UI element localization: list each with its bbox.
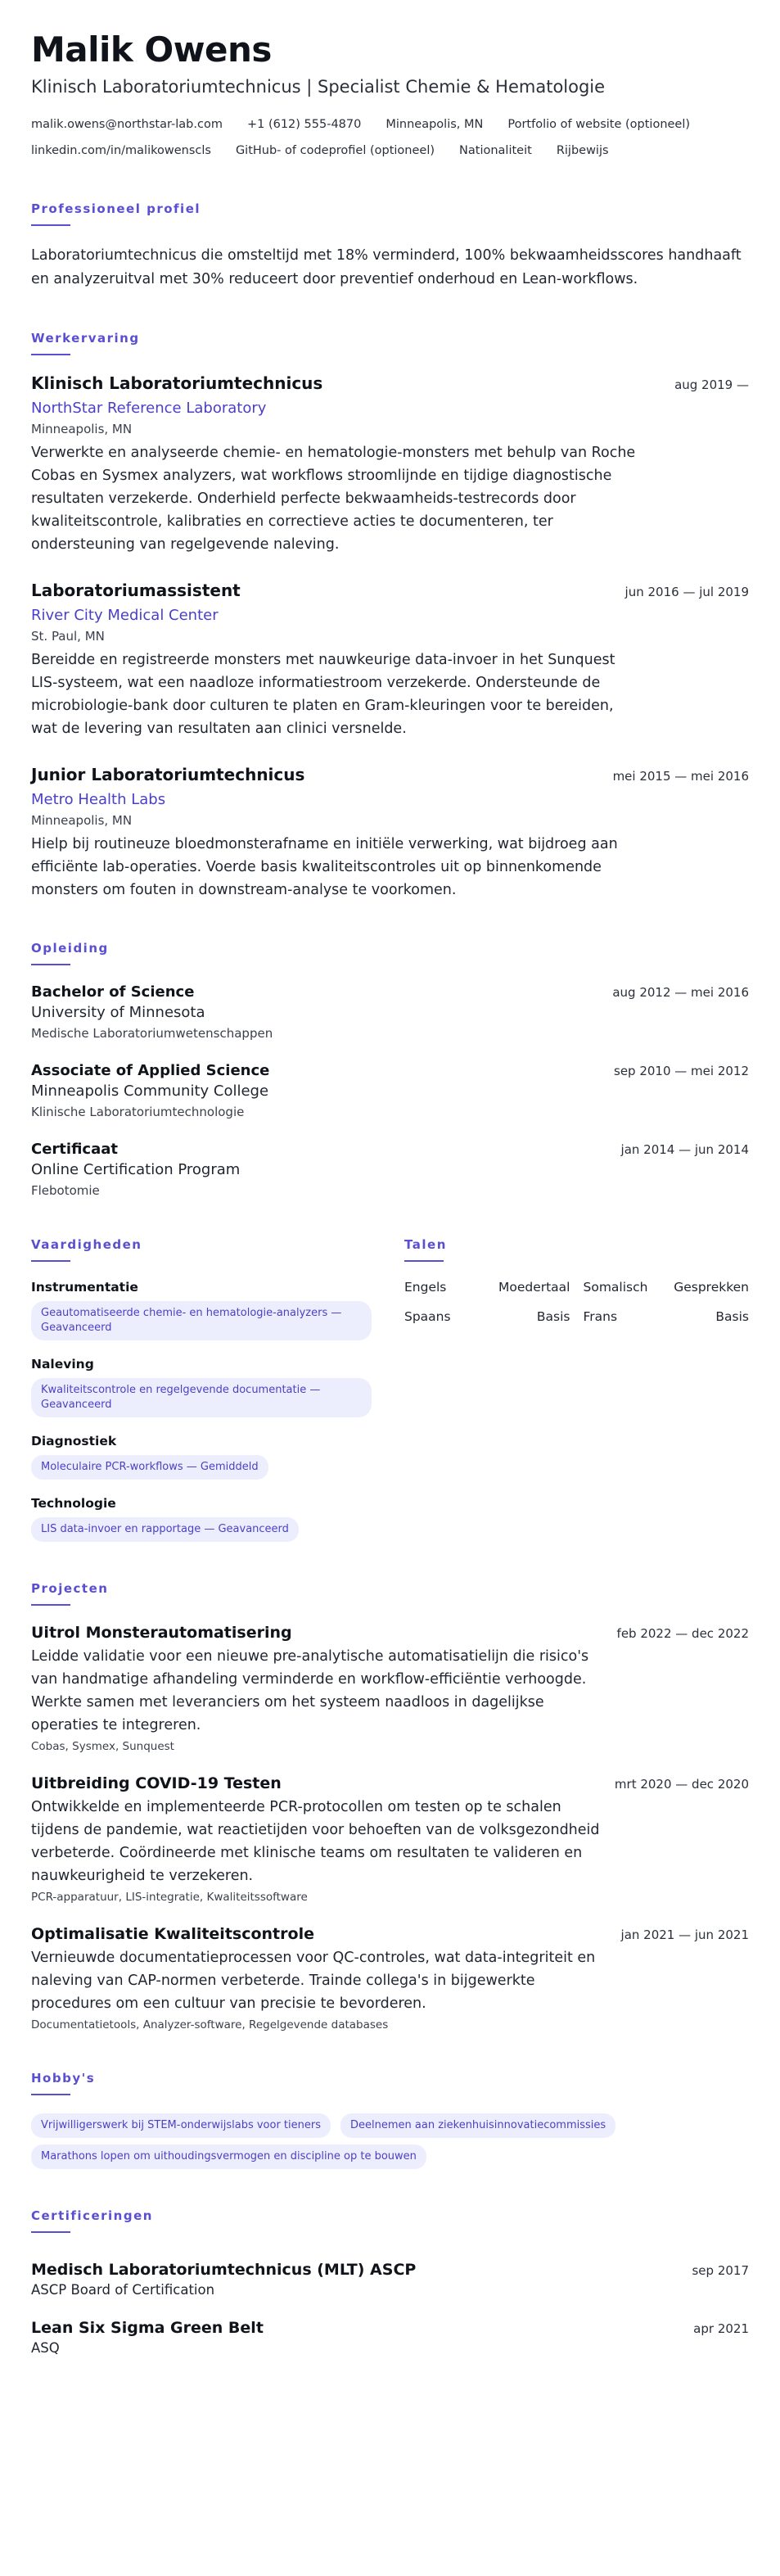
education-section (31, 941, 749, 1198)
project-description: Ontwikkelde en implementeerde PCR-protocollen om testen op te schalen tijdens de pandemie, wat reactietijden voor behoeften van de volksgezondheid verbeterde. Coördineerde met klinische teams om resultaten te valideren en nauwkeurigheid te verzekeren. (31, 1799, 600, 1884)
skill-tag: Kwaliteitscontrole en regelgevende documentatie — Geavanceerd (31, 1378, 372, 1417)
section-title-skills: Vaardigheden (31, 1237, 142, 1252)
school-name: University of Minnesota (31, 1004, 205, 1021)
education-entry (31, 1062, 749, 1119)
section-divider (31, 1604, 70, 1606)
job-dates: aug 2019 — (674, 377, 749, 392)
job-title: Laboratoriumassistent (31, 581, 241, 600)
section-title-projects: Projecten (31, 1581, 109, 1596)
language-level: Gesprekken (674, 1280, 749, 1295)
section-title-languages: Talen (404, 1237, 447, 1252)
section-divider (31, 2094, 70, 2095)
field-of-study: Medische Laboratoriumwetenschappen (31, 1026, 273, 1041)
certification-date: apr 2021 (693, 2321, 749, 2336)
section-title-experience: Werkervaring (31, 331, 140, 346)
language-level: Moedertaal (498, 1280, 570, 1295)
employer-name[interactable]: Metro Health Labs (31, 791, 166, 808)
job-title: Junior Laboratoriumtechnicus (31, 765, 305, 784)
degree-name: Certificaat (31, 1141, 118, 1158)
skill-tag: Moleculaire PCR-workflows — Gemiddeld (31, 1455, 268, 1480)
field-of-study: Klinische Laboratoriumtechnologie (31, 1105, 245, 1119)
profile-section (31, 201, 749, 291)
contact-location: Minneapolis, MN (385, 118, 484, 131)
project-tools: PCR-apparatuur, LIS-integratie, Kwaliteitssoftware (31, 1891, 308, 1904)
project-dates: jan 2021 — jun 2021 (620, 1927, 749, 1942)
hobbies-list (31, 2113, 686, 2169)
skill-category: Technologie (31, 1496, 116, 1511)
employer-name[interactable]: NorthStar Reference Laboratory (31, 400, 267, 417)
experience-entry (31, 765, 749, 902)
project-description: Vernieuwde documentatieprocessen voor QC-controles, wat data-integriteit en naleving van CAP-normen verbeterde. Trainde collega's in bijgewerkte procedures om een cultuur van precisie te bevorderen. (31, 1950, 596, 2012)
section-title-hobbies: Hobby's (31, 2071, 96, 2086)
project-name: Uitrol Monsterautomatisering (31, 1624, 292, 1642)
projects-section (31, 1581, 749, 2031)
section-divider (31, 964, 70, 965)
experience-entry (31, 581, 749, 740)
contact-info (31, 113, 749, 162)
skills-section (31, 1237, 372, 1542)
skill-group (31, 1496, 372, 1542)
education-dates: aug 2012 — mei 2016 (612, 985, 749, 1000)
language-name: Engels (404, 1280, 447, 1295)
project-description: Leidde validatie voor een nieuwe pre-analytische automatisatielijn die risico's van handmatige afhandeling verminderde en workflow-efficiëntie verhoogde. Werkte samen met leveranciers om het systeem naadloos in dagelijkse operaties te integreren. (31, 1648, 589, 1733)
job-description: Hielp bij routineuze bloedmonsterafname en initiële verwerking, wat bijdroeg aan efficiënte lab-operaties. Voerde basis kwaliteitscontroles uit op binnenkomende monsters om fouten in downstream-analyse te voorkomen. (31, 836, 618, 898)
section-title-profile: Professioneel profiel (31, 201, 201, 216)
candidate-name: Malik Owens (31, 29, 272, 70)
skill-tag: Geautomatiseerde chemie- en hematologie-analyzers — Geavanceerd (31, 1301, 372, 1340)
project-dates: feb 2022 — dec 2022 (616, 1626, 749, 1641)
contact-drivers-license: Rijbewijs (556, 144, 609, 157)
language-name: Spaans (404, 1309, 451, 1324)
certification-entry (31, 2319, 749, 2356)
section-divider (31, 354, 70, 355)
language-level: Basis (536, 1309, 570, 1324)
experience-section (31, 331, 749, 902)
section-divider (31, 1260, 70, 1262)
education-entry (31, 1141, 749, 1198)
resume-header (31, 29, 749, 162)
language-level: Basis (715, 1309, 749, 1324)
field-of-study: Flebotomie (31, 1183, 100, 1198)
skill-tag: LIS data-invoer en rapportage — Geavanceerd (31, 1517, 299, 1542)
project-entry (31, 1774, 749, 1904)
contact-github[interactable]: GitHub- of codeprofiel (optioneel) (235, 144, 435, 157)
hobby-tag: Vrijwilligerswerk bij STEM-onderwijslabs voor tieners (31, 2113, 331, 2138)
skills-languages-row (31, 1237, 749, 1542)
project-dates: mrt 2020 — dec 2020 (614, 1777, 749, 1792)
school-name: Online Certification Program (31, 1161, 241, 1178)
degree-name: Bachelor of Science (31, 983, 195, 1001)
contact-linkedin[interactable]: linkedin.com/in/malikowenscls (31, 144, 211, 157)
job-dates: mei 2015 — mei 2016 (612, 769, 749, 784)
project-tools: Documentatietools, Analyzer-software, Regelgevende databases (31, 2018, 389, 2031)
languages-section (404, 1237, 749, 1542)
employer-name[interactable]: River City Medical Center (31, 607, 219, 624)
job-title: Klinisch Laboratoriumtechnicus (31, 373, 323, 393)
certification-entry (31, 2261, 749, 2298)
language-item (404, 1280, 570, 1295)
job-description: Verwerkte en analyseerde chemie- en hematologie-monsters met behulp van Roche Cobas en Sysmex analyzers, wat workflows stroomlijnde en tijdige diagnostische resultaten verzekerde. Onderhield perfecte bekwaamheids-testrecords door kwaliteitscontrole, kalibraties en correctieve acties te documenteren, ter ondersteuning van regelgevende naleving. (31, 445, 636, 553)
education-dates: jan 2014 — jun 2014 (620, 1142, 749, 1157)
section-title-certifications: Certificeringen (31, 2208, 153, 2223)
skill-category: Instrumentatie (31, 1280, 138, 1295)
skill-group (31, 1280, 372, 1340)
job-location: St. Paul, MN (31, 629, 105, 644)
job-description: Bereidde en registreerde monsters met nauwkeurige data-invoer in het Sunquest LIS-systeem, wat een naadloze informatiestroom verzekerde. Ondersteunde de microbiologie-bank door culturen te platen en Gram-kleuringen voor te bereiden, wat de levering van resultaten aan clinici versnelde. (31, 652, 615, 737)
certification-issuer: ASQ (31, 2340, 60, 2356)
skill-category: Naleving (31, 1357, 94, 1372)
skill-category: Diagnostiek (31, 1434, 117, 1448)
education-dates: sep 2010 — mei 2012 (614, 1064, 749, 1078)
project-tools: Cobas, Sysmex, Sunquest (31, 1740, 174, 1753)
section-divider (31, 224, 70, 226)
language-item (584, 1280, 750, 1295)
job-location: Minneapolis, MN (31, 422, 133, 436)
language-item (404, 1309, 570, 1324)
contact-phone[interactable]: +1 (612) 555-4870 (246, 118, 362, 131)
section-title-education: Opleiding (31, 941, 109, 956)
language-name: Frans (583, 1309, 618, 1324)
profile-summary: Laboratoriumtechnicus die omsteltijd met 18% verminderd, 100% bekwaamheidsscores handhaaft en analyzeruitval met 30% reduceert door preventief onderhoud en Lean-workflows. (31, 247, 742, 287)
certification-issuer: ASCP Board of Certification (31, 2282, 215, 2298)
skill-group (31, 1434, 372, 1480)
language-item (584, 1309, 750, 1324)
skill-group (31, 1357, 372, 1417)
certifications-section (31, 2208, 749, 2356)
certification-name: Medisch Laboratoriumtechnicus (MLT) ASCP (31, 2261, 417, 2279)
experience-entry (31, 373, 749, 556)
project-entry (31, 1925, 749, 2031)
contact-email[interactable]: malik.owens@northstar-lab.com (31, 118, 223, 131)
school-name: Minneapolis Community College (31, 1082, 269, 1100)
certification-name: Lean Six Sigma Green Belt (31, 2319, 264, 2337)
section-divider (404, 1260, 444, 1262)
hobby-tag: Marathons lopen om uithoudingsvermogen en discipline op te bouwen (31, 2144, 426, 2169)
languages-list (404, 1280, 749, 1324)
hobby-tag: Deelnemen aan ziekenhuisinnovatiecommissies (340, 2113, 615, 2138)
certification-date: sep 2017 (692, 2263, 749, 2278)
job-location: Minneapolis, MN (31, 813, 133, 828)
candidate-headline: Klinisch Laboratoriumtechnicus | Specialist Chemie & Hematologie (31, 77, 606, 97)
contact-nationality: Nationaliteit (459, 144, 532, 157)
project-entry (31, 1624, 749, 1753)
job-dates: jun 2016 — jul 2019 (624, 585, 749, 599)
project-name: Optimalisatie Kwaliteitscontrole (31, 1925, 314, 1943)
education-entry (31, 983, 749, 1041)
contact-portfolio[interactable]: Portfolio of website (optioneel) (507, 118, 691, 131)
degree-name: Associate of Applied Science (31, 1062, 270, 1079)
project-name: Uitbreiding COVID-19 Testen (31, 1774, 282, 1792)
section-divider (31, 2231, 70, 2233)
hobbies-section (31, 2071, 749, 2169)
language-name: Somalisch (583, 1280, 648, 1295)
